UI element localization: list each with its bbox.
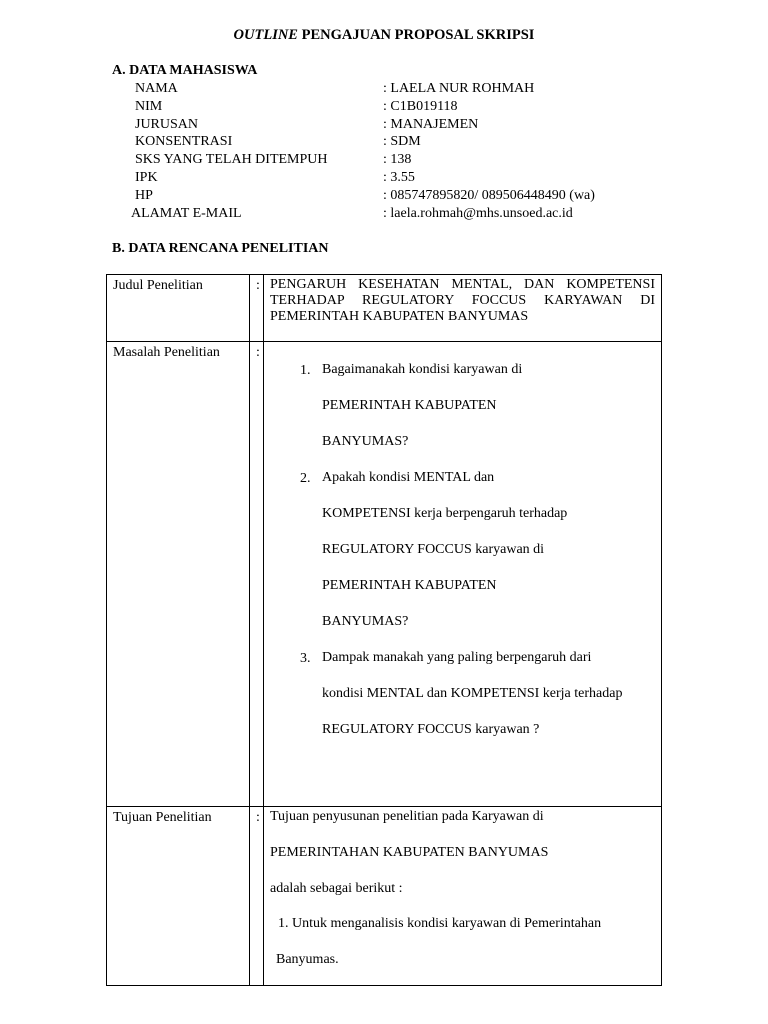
table-row-masalah xyxy=(107,342,662,807)
info-label: NAMA xyxy=(135,81,178,96)
judul-line: PENGARUH KESEHATAN MENTAL, DAN KOMPETENSI xyxy=(270,277,655,292)
list-number: 3. xyxy=(300,651,311,666)
info-value: : 3.55 xyxy=(383,169,415,185)
list-line: REGULATORY FOCCUS karyawan di xyxy=(322,542,545,557)
judul-label: Judul Penelitian xyxy=(107,275,250,342)
tujuan-line: 1. Untuk menganalisis kondisi karyawan di Pemerintahan xyxy=(278,916,602,932)
info-label: IPK xyxy=(135,169,158,185)
list-item xyxy=(270,470,655,650)
tujuan-body xyxy=(264,807,662,986)
table-row-judul xyxy=(107,275,662,342)
info-row-ipk xyxy=(0,169,768,187)
info-value: : MANAJEMEN xyxy=(383,116,479,132)
research-plan-table xyxy=(106,274,662,986)
info-row-nim xyxy=(0,98,768,116)
document-title-rest: PENGAJUAN PROPOSAL SKRIPSI xyxy=(297,27,535,43)
info-label: ALAMAT E-MAIL xyxy=(131,205,242,221)
list-number: 1. xyxy=(300,363,311,378)
judul-colon: : xyxy=(250,275,264,342)
document-title xyxy=(0,26,768,44)
tujuan-colon: : xyxy=(250,807,264,986)
tujuan-label: Tujuan Penelitian xyxy=(107,807,250,986)
list-line: PEMERINTAH KABUPATEN xyxy=(322,398,497,413)
masalah-colon: : xyxy=(250,342,264,807)
section-b-heading: B. DATA RENCANA PENELITIAN xyxy=(112,241,329,256)
tujuan-line: Tujuan penyusunan penelitian pada Karyawan di xyxy=(270,809,544,824)
info-value: : laela.rohmah@mhs.unsoed.ac.id xyxy=(383,205,573,221)
masalah-body xyxy=(264,342,662,807)
document-title-italic: OUTLINE xyxy=(233,27,298,43)
tujuan-line: adalah sebagai berikut : xyxy=(270,880,403,896)
list-line: BANYUMAS? xyxy=(322,434,409,449)
info-value: : C1B019118 xyxy=(383,98,458,114)
info-row-jurusan xyxy=(0,116,768,134)
list-line: BANYUMAS? xyxy=(322,614,409,629)
judul-text xyxy=(264,275,662,342)
list-item xyxy=(270,650,655,758)
tujuan-line: PEMERINTAHAN KABUPATEN BANYUMAS xyxy=(270,844,549,860)
section-a-heading: A. DATA MAHASISWA xyxy=(112,63,258,78)
info-label: JURUSAN xyxy=(135,116,199,132)
list-line: kondisi MENTAL dan KOMPETENSI kerja terhadap xyxy=(322,686,623,701)
list-line: KOMPETENSI kerja berpengaruh terhadap xyxy=(322,506,568,521)
judul-line: TERHADAP REGULATORY FOCCUS KARYAWAN DI xyxy=(270,293,655,308)
info-value: : LAELA NUR ROHMAH xyxy=(383,81,535,96)
info-value: : SDM xyxy=(383,134,421,150)
list-line: Bagaimanakah kondisi karyawan di xyxy=(322,362,523,377)
list-line: REGULATORY FOCCUS karyawan ? xyxy=(322,722,540,737)
list-line: PEMERINTAH KABUPATEN xyxy=(322,578,497,593)
tujuan-line: Banyumas. xyxy=(276,952,339,968)
list-item xyxy=(270,362,655,470)
masalah-label: Masalah Penelitian xyxy=(107,342,250,807)
info-row-konsentrasi xyxy=(0,133,768,151)
info-row-sks xyxy=(0,151,768,169)
masalah-list xyxy=(270,362,655,758)
list-line: Apakah kondisi MENTAL dan xyxy=(322,470,495,485)
info-label: HP xyxy=(135,187,153,203)
info-row-email xyxy=(0,205,768,223)
table-row-tujuan xyxy=(107,807,662,986)
info-value: : 085747895820/ 089506448490 (wa) xyxy=(383,187,595,203)
info-label: SKS YANG TELAH DITEMPUH xyxy=(135,152,328,168)
student-info xyxy=(0,80,768,222)
info-label: KONSENTRASI xyxy=(135,134,233,150)
list-line: Dampak manakah yang paling berpengaruh dari xyxy=(322,650,592,665)
info-row-nama xyxy=(0,80,768,98)
info-value: : 138 xyxy=(383,152,412,168)
info-label: NIM xyxy=(135,98,163,114)
list-number: 2. xyxy=(300,471,311,486)
info-row-hp xyxy=(0,187,768,205)
judul-line: PEMERINTAH KABUPATEN BANYUMAS xyxy=(270,309,529,324)
